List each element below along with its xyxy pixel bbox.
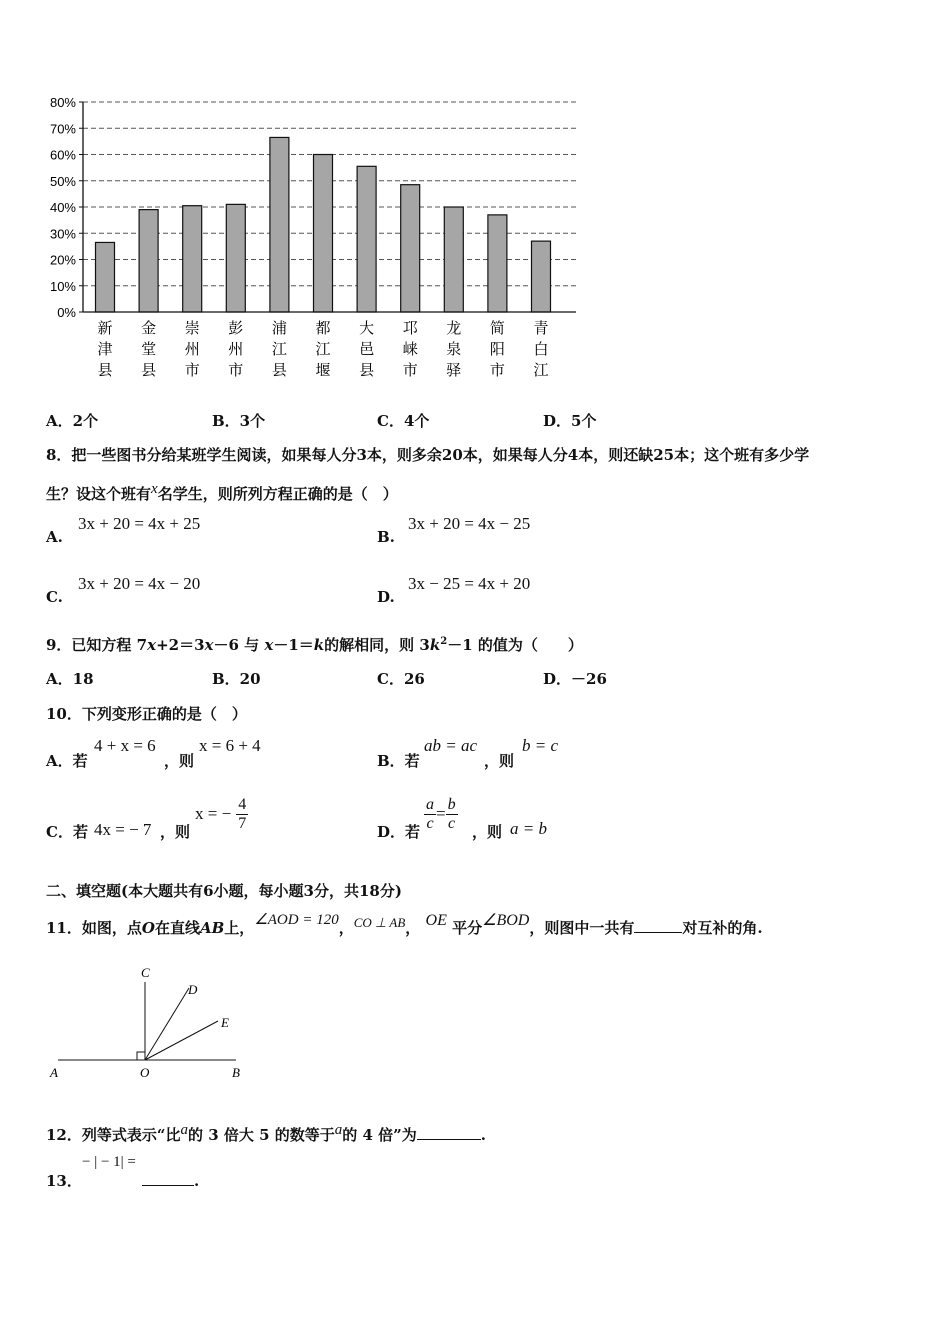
q10-option-d-eq2: a = b — [510, 819, 547, 838]
x-tick-label-char: 彭 — [228, 319, 244, 337]
q10-option-a-label: A．若 — [46, 752, 88, 770]
bar — [183, 206, 202, 312]
q10-option-b-eq1: ab = ac — [424, 736, 478, 755]
x-tick-label-char: 浦 — [271, 319, 287, 337]
q11-text: 11．如图，点O在直线AB上，∠AOD = 120，CO ⊥ AB， OE 平分∠BOD，则图中一共有 对互补的角. — [46, 912, 763, 937]
q11-answer-blank — [634, 917, 682, 933]
y-tick-label: 80% — [49, 95, 76, 110]
x-tick-label-char: 县 — [141, 361, 157, 379]
q10-option-a-eq1: 4 + x = 6 — [94, 736, 156, 755]
label-d: D — [188, 982, 198, 997]
x-tick-label-char: 泉 — [446, 340, 462, 358]
x-tick-label-char: 邛 — [402, 319, 418, 337]
x-tick-label-char: 龙 — [446, 319, 462, 337]
y-tick-label: 40% — [49, 200, 76, 215]
q10-option-c-then: ，则 — [160, 823, 191, 841]
x-tick-label-char: 简 — [489, 319, 505, 337]
q10-option-a-then: ，则 — [164, 752, 195, 770]
x-tick-label-char: 州 — [184, 340, 200, 358]
ray-oe — [145, 1021, 218, 1060]
q9-option-c: C．26 — [377, 670, 425, 688]
x-tick-label-char: 县 — [271, 361, 287, 379]
x-tick-label-char: 县 — [97, 361, 113, 379]
x-tick-label-char: 崃 — [402, 340, 418, 358]
x-tick-label-char: 大 — [359, 319, 375, 337]
bar — [532, 241, 551, 312]
q8-option-b-label: B. — [377, 528, 395, 546]
q13-expression: − | − 1| = — [82, 1154, 136, 1170]
bar — [226, 204, 245, 312]
y-tick-label: 0% — [57, 305, 76, 320]
right-angle-mark — [137, 1052, 145, 1060]
q8-option-d-equation: 3x − 25 = 4x + 20 — [408, 574, 531, 593]
y-tick-label: 20% — [49, 252, 76, 268]
y-tick-label: 30% — [49, 226, 76, 242]
section-2-heading: 二、填空题(本大题共有6小题，每小题3分，共18分) — [46, 882, 402, 900]
x-tick-label-char: 阳 — [489, 340, 505, 358]
q10-option-b-eq2: b = c — [522, 736, 559, 755]
bar — [96, 242, 115, 312]
x-tick-label-char: 青 — [533, 319, 549, 337]
q8-option-a-label: A. — [46, 528, 63, 546]
q8-option-c-label: C. — [46, 588, 63, 606]
bar — [444, 207, 463, 312]
q8-option-c-equation: 3x + 20 = 4x − 20 — [78, 574, 201, 593]
q8-text-line2: 生？设这个班有$^x$名学生，则所列方程正确的是（ ） — [46, 481, 398, 503]
x-tick-label-char: 金 — [141, 319, 157, 337]
q10-title: 10．下列变形正确的是（ ） — [46, 705, 247, 723]
x-tick-label-char: 县 — [359, 361, 375, 379]
q8-text-line1: 8．把一些图书分给某班学生阅读，如果每人分3本，则多余20本，如果每人分4本，则还缺25本；这个班有多少学 — [46, 446, 810, 464]
bar-chart — [30, 90, 590, 390]
q10-option-c-eq1: 4x = − 7 — [94, 820, 152, 839]
q10-option-b-label: B．若 — [377, 752, 420, 770]
q10-option-d-label: D．若 — [377, 823, 421, 841]
q10-option-c-eq2: x = − $\frac{4}{7}$ — [195, 796, 247, 832]
q7-option-c: C．4个 — [377, 412, 430, 430]
y-tick-label: 70% — [49, 121, 76, 137]
q7-option-d: D．5个 — [543, 412, 597, 430]
y-tick-labels — [50, 95, 83, 320]
x-tick-label-char: 江 — [271, 340, 287, 358]
y-tick-label: 60% — [49, 147, 76, 163]
q7-option-a: A．2个 — [46, 412, 99, 430]
x-tick-label-char: 驿 — [446, 361, 462, 379]
label-b: B — [232, 1065, 240, 1080]
bar — [401, 185, 420, 312]
bar — [357, 166, 376, 312]
x-tick-label-char: 崇 — [184, 319, 200, 337]
q13-answer: . — [142, 1170, 199, 1190]
x-tick-label-char: 江 — [315, 340, 331, 358]
q10-option-b-then: ，则 — [484, 752, 515, 770]
bar — [270, 137, 289, 312]
label-a: A — [50, 1065, 58, 1080]
q8-option-a-equation: 3x + 20 = 4x + 25 — [78, 514, 201, 533]
ray-od — [145, 988, 189, 1060]
q9-text: 9．已知方程 7x+2＝3x－6 与 x－1＝k的解相同，则 $3k^2-1$ 的值为（ ） — [46, 636, 583, 654]
q9-option-b: B．20 — [212, 670, 261, 688]
q9-option-a: A．18 — [46, 670, 94, 688]
x-tick-label-char: 市 — [489, 361, 505, 379]
q9-option-d: D．－26 — [543, 670, 607, 688]
q12-text: 12．列等式表示“比$^a$的 3 倍大 5 的数等于$^a$的 4 倍”为 . — [46, 1122, 487, 1144]
x-tick-label-char: 堰 — [315, 361, 331, 379]
x-tick-label-char: 新 — [97, 319, 113, 337]
label-e: E — [221, 1015, 229, 1030]
q10-option-d-eq1: $\frac{a}{c}$ = $\frac{b}{c}$ — [426, 796, 456, 832]
x-tick-label-char: 堂 — [141, 340, 157, 358]
bar — [488, 215, 507, 312]
x-tick-label-char: 州 — [228, 340, 244, 358]
x-tick-label-char: 江 — [533, 361, 549, 379]
q10-option-a-eq2: x = 6 + 4 — [199, 736, 261, 755]
q13-number: 13． — [46, 1172, 82, 1190]
label-c: C — [141, 965, 150, 980]
x-tick-label-char: 津 — [97, 340, 113, 358]
q8-option-d-label: D. — [377, 588, 395, 606]
q10-option-d-then: ，则 — [472, 823, 503, 841]
x-tick-label-char: 邑 — [359, 340, 375, 358]
q10-option-c-label: C．若 — [46, 823, 88, 841]
bar — [139, 210, 158, 312]
q12-answer-blank — [417, 1124, 481, 1140]
bar — [314, 155, 333, 313]
label-o: O — [140, 1065, 150, 1080]
q13-answer-blank — [142, 1170, 194, 1186]
q8-option-b-equation: 3x + 20 = 4x − 25 — [408, 514, 531, 533]
q7-option-b: B．3个 — [212, 412, 266, 430]
x-tick-label-char: 市 — [184, 361, 200, 379]
geometry-figure — [40, 960, 260, 1090]
x-tick-label-char: 都 — [315, 319, 331, 337]
x-tick-label-char: 市 — [228, 361, 244, 379]
x-tick-label-char: 市 — [402, 361, 418, 379]
y-tick-label: 50% — [49, 173, 76, 189]
y-tick-label: 10% — [49, 278, 76, 294]
x-tick-labels — [97, 319, 548, 379]
x-tick-label-char: 白 — [533, 340, 549, 358]
